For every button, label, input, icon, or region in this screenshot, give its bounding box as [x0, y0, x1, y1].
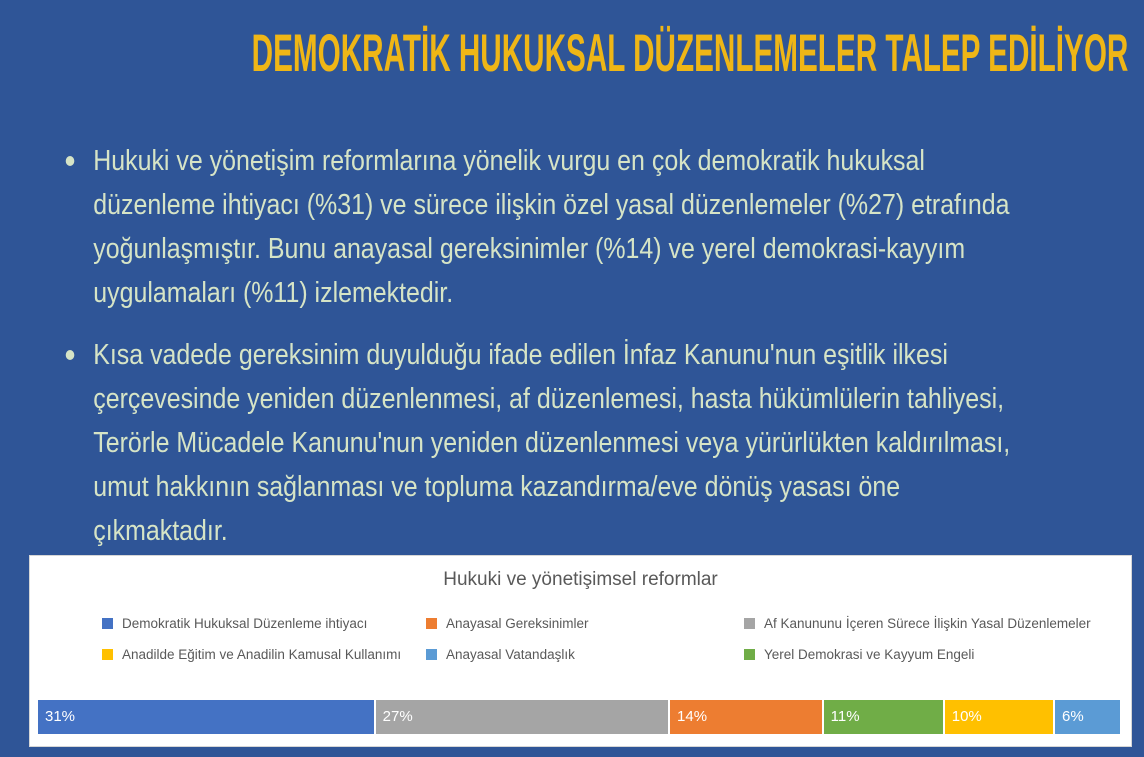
chart-legend: [30, 616, 1131, 662]
bar-segment: [670, 700, 822, 734]
bullet-item: [64, 139, 1034, 315]
chart-title: Hukuki ve yönetişimsel reformlar: [443, 569, 718, 590]
bar-segment: [376, 700, 668, 734]
bar-segment: [945, 700, 1053, 734]
slide-title: DEMOKRATİK HUKUKSAL DÜZENLEMELER TALEP EDİLİYOR: [251, 24, 1129, 83]
legend-item: [102, 616, 426, 631]
legend-label: Anadilde Eğitim ve Anadilin Kamusal Kullanımı: [122, 647, 402, 662]
bar-segment: [1055, 700, 1120, 734]
bullet-text: Kısa vadede gereksinim duyulduğu ifade edilen İnfaz Kanunu'nun eşitlik ilkesi çerçevesinde yeniden düzenlenmesi, af düzenlemesi, hasta hükümlülerin tahliyesi, Terörle Mücadele Kanunu'nun yeniden düzenlenmesi veya yürürlükten kaldırılması, umut hakkının sağlanması ve topluma kazandırma/eve dönüş yasası öne çıkmaktadır.: [93, 339, 1011, 547]
bullet-text: Hukuki ve yönetişim reformlarına yönelik vurgu en çok demokratik hukuksal düzenleme ihtiyacı (%31) ve sürece ilişkin özel yasal düzenlemeler (%27) etrafında yoğunlaşmıştır. Bunu anayasal gereksinimler (%14) ve yerel demokrasi-kayyım uygulamaları (%11) izlemektedir.: [93, 145, 1010, 309]
bar-segment-label: 31%: [45, 708, 76, 725]
legend-item: [426, 616, 744, 631]
bar-segment-label: 6%: [1062, 708, 1084, 725]
bar-segment-label: 14%: [677, 708, 708, 725]
legend-item: [102, 647, 426, 662]
legend-item: [744, 616, 1131, 631]
legend-swatch-icon: [426, 618, 437, 629]
legend-swatch-icon: [102, 618, 113, 629]
bar-segment: [38, 700, 374, 734]
chart-panel: [29, 555, 1132, 747]
legend-label: Anayasal Gereksinimler: [446, 616, 589, 631]
legend-label: Yerel Demokrasi ve Kayyum Engeli: [764, 647, 975, 662]
bullet-list: [64, 139, 1034, 571]
legend-swatch-icon: [744, 649, 755, 660]
legend-item: [426, 647, 744, 662]
stacked-bar: [38, 700, 1120, 734]
bar-segment: [824, 700, 943, 734]
legend-label: Demokratik Hukuksal Düzenleme ihtiyacı: [122, 616, 368, 631]
legend-label: Anayasal Vatandaşlık: [446, 647, 575, 662]
legend-label: Af Kanununu İçeren Sürece İlişkin Yasal Düzenlemeler: [764, 616, 1091, 631]
legend-swatch-icon: [102, 649, 113, 660]
legend-item: [744, 647, 1131, 662]
bullet-icon: [66, 156, 75, 166]
bullet-item: [64, 333, 1034, 553]
legend-swatch-icon: [426, 649, 437, 660]
bar-segment-label: 27%: [382, 708, 413, 725]
bar-segment-label: 11%: [830, 708, 860, 725]
bar-segment-label: 10%: [951, 708, 982, 725]
legend-swatch-icon: [744, 618, 755, 629]
bullet-icon: [66, 350, 75, 360]
